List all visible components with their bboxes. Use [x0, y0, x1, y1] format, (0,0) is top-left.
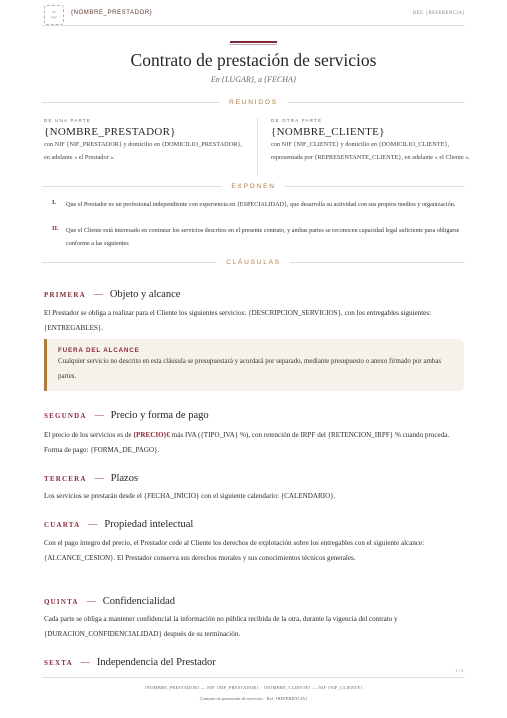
party-label: DE OTRA PARTE: [271, 118, 323, 123]
party-provider: [44, 118, 249, 165]
logo-line1: Su: [52, 10, 56, 14]
clause-body: El Prestador se obliga a realizar para el Cliente los siguientes servicios: {DESCRIPCION_SERVICIOS}, con los entregables siguientes: {ENTREGABLES}.: [44, 309, 432, 332]
party-details: con NIF {NIF_CLIENTE} y domicilio en {DOMICILIO_CLIENTE}, representada por {REPRESENTANTE_CLIENTE}, en adelante « el Cliente ».: [271, 141, 470, 161]
callout-out-of-scope: [44, 339, 464, 391]
party-label: DE UNA PARTE: [44, 118, 91, 123]
clause-title: Precio y forma de pago: [110, 410, 209, 421]
clause-text: El precio de los servicios es de: [44, 431, 134, 439]
clause-dash: —: [80, 657, 90, 667]
footer-reference: Contrato de prestación de servicios · Ref. {REFERENCIA}: [199, 696, 308, 701]
section-label: REUNIDOS: [229, 98, 278, 106]
recital-text: Que el Cliente está interesado en contratar los servicios descritos en el presente contrato, y ambas partes se reconocen capacidad legal suficiente para obligarse conforme a las siguientes: [66, 227, 460, 247]
clause-body: Los servicios se prestarán desde el {FECHA_INICIO} con el siguiente calendario: {CALENDARIO}.: [44, 492, 336, 500]
clause-heading: [44, 410, 209, 421]
recital-item: [52, 225, 462, 250]
footer-divider: [42, 677, 465, 678]
clause-heading: [44, 519, 193, 530]
party-name: {NOMBRE_CLIENTE}: [271, 126, 385, 138]
clause-dash: —: [93, 289, 103, 299]
clause-title: Objeto y alcance: [109, 289, 181, 300]
clause-number: SEXTA: [44, 659, 73, 667]
clause-dash: —: [94, 410, 104, 420]
price-value: {PRECIO}€: [133, 431, 170, 439]
clause-number: CUARTA: [44, 521, 81, 529]
clause-body: Cada parte se obliga a mantener confidencial la información no pública recibida de la otra, durante la vigencia del contrato y {DURACION_CONFIDENCIALIDAD} después de su terminación.: [44, 615, 398, 638]
recital-number: II.: [52, 225, 59, 232]
title-ornament-bottom: [230, 44, 277, 45]
clause-dash: —: [88, 519, 98, 529]
clause-title: Propiedad intelectual: [104, 519, 194, 530]
clause-heading: [44, 289, 180, 300]
party-client: [271, 118, 476, 165]
document-subtitle: En {LUGAR}, a {FECHA}: [210, 75, 297, 84]
clause-heading: [44, 473, 138, 484]
party-separator: [257, 118, 258, 176]
clause-title: Confidencialidad: [102, 596, 175, 607]
footer-parties: {NOMBRE_PRESTADOR} — NIF {NIF_PRESTADOR} · {NOMBRE_CLIENTE} — NIF {NIF_CLIENTE}: [144, 685, 363, 690]
section-label: CLÁUSULAS: [226, 258, 281, 266]
header-provider-name: {NOMBRE_PRESTADOR}: [71, 10, 153, 16]
recital-number: I.: [52, 199, 57, 206]
logo-line2: logo: [50, 15, 58, 19]
section-label: EXPONEN: [231, 182, 276, 190]
section-heading-exponen: [42, 181, 465, 191]
clause-text: más IVA ({TIPO_IVA} %), con retención de IRPF del {RETENCION_IRPF} % cuando proceda. Forma de pago: {FORMA_DE_PAGO}.: [44, 431, 450, 454]
header-reference: REF. {REFERENCIA}: [412, 11, 465, 16]
callout-body: Cualquier servicio no descrito en esta cláusula se presupuestará y acordará por separado, mediante presupuesto o anexo firmado por ambas partes.: [58, 358, 442, 380]
clause-number: TERCERA: [44, 475, 87, 483]
document-title: Contrato de prestación de servicios: [130, 50, 377, 70]
clause-dash: —: [94, 473, 104, 483]
page-number: 1 / 3: [454, 668, 463, 673]
clause-number: QUINTA: [44, 598, 79, 606]
clause-title: Independencia del Prestador: [96, 657, 216, 668]
section-heading-clausulas: [42, 257, 465, 267]
title-ornament-top: [230, 41, 277, 43]
callout-title: FUERA DEL ALCANCE: [58, 347, 140, 354]
party-details: con NIF {NIF_PRESTADOR} y domicilio en {DOMICILIO_PRESTADOR}, en adelante « el Prestador ».: [44, 141, 243, 161]
recital-text: Que el Prestador es un profesional independiente con experiencia en {ESPECIALIDAD}, que desarrolla su actividad con sus propios medios y organización.: [66, 201, 456, 208]
clause-heading: [44, 657, 216, 668]
logo-placeholder: [44, 5, 64, 25]
header-divider: [42, 25, 465, 26]
clause-number: PRIMERA: [44, 291, 86, 299]
section-heading-reunidos: [42, 97, 465, 107]
clause-body: [44, 428, 464, 457]
clause-number: SEGUNDA: [44, 412, 87, 420]
party-name: {NOMBRE_PRESTADOR}: [44, 126, 176, 138]
clause-heading: [44, 596, 175, 607]
recital-item: [52, 199, 462, 212]
clause-body: Con el pago íntegro del precio, el Prestador cede al Cliente los derechos de explotación sobre los entregables con el siguiente alcance: {ALCANCE_CESION}. El Prestador conserva sus derechos morales y sus conocimientos técnicos generales.: [44, 539, 425, 562]
clause-title: Plazos: [110, 473, 139, 484]
clause-dash: —: [86, 596, 96, 606]
